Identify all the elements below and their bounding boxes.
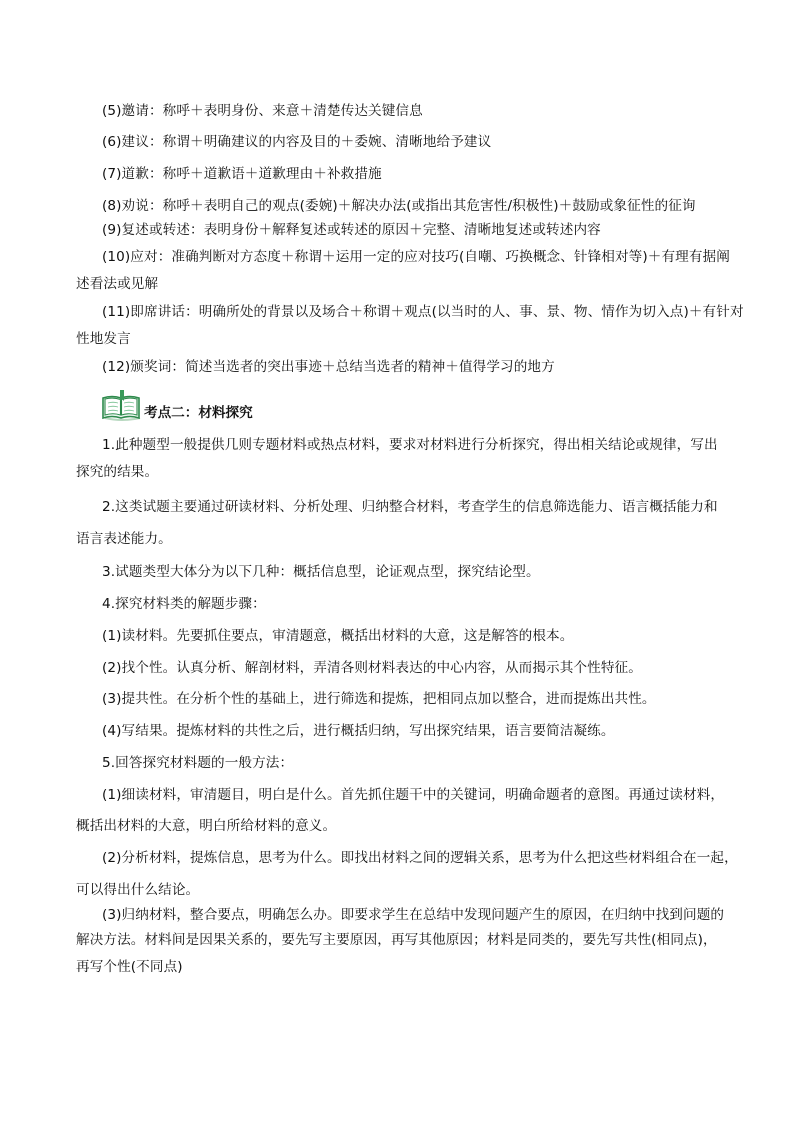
item-impromptu-line1: (11)即席讲话：明确所处的背景以及场合＋称谓＋观点(以当时的人、事、景、物、情作为切入点)＋有针对 [102, 304, 744, 320]
step-read: (1)读材料。先要抓住要点，审清题意，概括出材料的大意，这是解答的根本。 [102, 628, 574, 644]
step-commonality: (3)提共性。在分析个性的基础上，进行筛选和提炼，把相同点加以整合，进而提炼出共性。 [102, 691, 656, 707]
heading-title: 考点二：材料探究 [144, 405, 253, 421]
step-result: (4)写结果。提炼材料的共性之后，进行概括归纳，写出探究结果，语言要简洁凝练。 [102, 723, 615, 739]
item-persuasion: (8)劝说：称呼＋表明自己的观点(委婉)＋解决办法(或指出其危害性/积极性)＋鼓励或象征性的征询 [102, 198, 696, 214]
method2-line1: (2)分析材料，提炼信息，思考为什么。即找出材料之间的逻辑关系，思考为什么把这些材料组合在一起， [102, 850, 738, 866]
para4: 4.探究材料类的解题步骤： [102, 596, 266, 612]
item-response-line1: (10)应对：准确判断对方态度＋称谓＋运用一定的应对技巧(自嘲、巧换概念、针锋相对等)＋有理有据阐 [102, 249, 730, 265]
book-icon [100, 388, 144, 422]
method3-line3: 再写个性(不同点) [76, 959, 183, 975]
item-award-speech: (12)颁奖词：简述当选者的突出事迹＋总结当选者的精神＋值得学习的地方 [102, 359, 555, 375]
item-suggestion: (6)建议：称谓＋明确建议的内容及目的＋委婉、清晰地给予建议 [102, 134, 492, 150]
method1-line2: 概括出材料的大意，明白所给材料的意义。 [76, 818, 337, 834]
item-apology: (7)道歉：称呼＋道歉语＋道歉理由＋补救措施 [102, 166, 382, 182]
item-retelling: (9)复述或转述：表明身份＋解释复述或转述的原因＋完整、清晰地复述或转述内容 [102, 222, 601, 238]
para3: 3.试题类型大体分为以下几种：概括信息型，论证观点型，探究结论型。 [102, 564, 540, 580]
step-individuality: (2)找个性。认真分析、解剖材料，弄清各则材料表达的中心内容，从而揭示其个性特征。 [102, 660, 642, 676]
para5: 5.回答探究材料题的一般方法： [102, 755, 294, 771]
method3-line2: 解决方法。材料间是因果关系的，要先写主要原因，再写其他原因；材料是同类的，要先写共性(相同点)， [76, 932, 717, 948]
method1-line1: (1)细读材料，审清题目，明白是什么。首先抓住题干中的关键词，明确命题者的意图。再通过读材料， [102, 787, 725, 803]
para1-line2: 探究的结果。 [76, 464, 159, 480]
item-invitation: (5)邀请：称呼＋表明身份、来意＋清楚传达关键信息 [102, 103, 423, 119]
para2-line1: 2.这类试题主要通过研读材料、分析处理、归纳整合材料，考查学生的信息筛选能力、语言概括能力和 [102, 499, 718, 515]
para2-line2: 语言表述能力。 [76, 531, 172, 547]
method2-line2: 可以得出什么结论。 [76, 882, 200, 898]
method3-line1: (3)归纳材料，整合要点，明确怎么办。即要求学生在总结中发现问题产生的原因，在归纳中找到问题的 [102, 907, 725, 923]
item-impromptu-line2: 性地发言 [76, 331, 131, 347]
para1-line1: 1.此种题型一般提供几则专题材料或热点材料，要求对材料进行分析探究，得出相关结论或规律，写出 [102, 437, 718, 453]
item-response-line2: 述看法或见解 [76, 276, 159, 292]
